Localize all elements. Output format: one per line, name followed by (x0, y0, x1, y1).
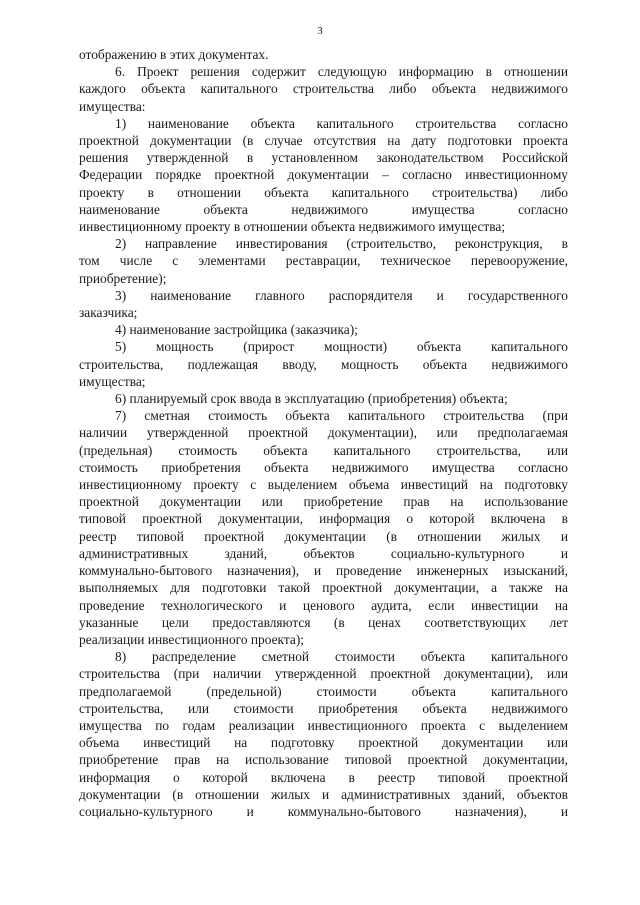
text-line: 8) распределение сметной стоимости объекта капитального (115, 649, 568, 665)
text-line: инвестиционному проекту с выделением объема инвестиций на подготовку (79, 477, 568, 493)
text-line: имущества по годам реализации инвестиционного проекта с выделением (79, 717, 568, 733)
text-line: предполагаемой (предельной) стоимости объекта капитального (79, 683, 568, 699)
text-line: реализации инвестиционного проекта); (79, 631, 304, 647)
text-line: проекту в отношении объекта капитального строительства) либо (79, 184, 568, 200)
text-line: 2) направление инвестирования (строительство, реконструкция, в (115, 236, 568, 252)
text-line: социально-культурного и коммунально-бытового назначения), и (79, 803, 568, 819)
text-line: приобретение прав на использование типовой проектной документации, (79, 752, 568, 768)
text-line: (предельная) стоимость объекта капитального строительства, или (79, 442, 568, 458)
text-line: 1) наименование объекта капитального строительства согласно (115, 115, 568, 131)
text-line: наименование объекта недвижимого имущества согласно (79, 201, 568, 217)
body-text (79, 46, 568, 820)
page-number: 3 (317, 25, 323, 37)
text-line: решения утвержденной в установленном законодательством Российской (79, 150, 568, 166)
text-line: наличии утвержденной проектной документации), или предполагаемая (79, 425, 568, 441)
text-line: типовой проектной документации, информация о которой включена в (79, 511, 568, 527)
text-line: Федерации порядке проектной документации – согласно инвестиционному (79, 167, 568, 183)
text-line: приобретение); (79, 270, 167, 286)
text-line: имущества; (79, 373, 146, 389)
text-line: 4) наименование застройщика (заказчика); (115, 322, 358, 338)
text-line: объема инвестиций на подготовку проектной документации или (79, 735, 568, 751)
text-line: инвестиционному проекту в отношении объекта недвижимого имущества; (79, 219, 506, 235)
text-line: 7) сметная стоимость объекта капитального строительства (при (115, 408, 568, 424)
text-line: 5) мощность (прирост мощности) объекта капитального (115, 339, 568, 355)
text-line: административных зданий, объектов социально-культурного и (79, 545, 568, 561)
text-line: строительства, или стоимости приобретения объекта недвижимого (79, 700, 568, 716)
text-line: 6. Проект решения содержит следующую информацию в отношении (115, 64, 568, 80)
text-line: имущества: (79, 98, 146, 114)
text-line: строительства, подлежащая вводу, мощность объекта недвижимого (79, 356, 568, 372)
text-line: строительства (при наличии утвержденной проектной документации), или (79, 666, 568, 682)
text-line: 6) планируемый срок ввода в эксплуатацию (приобретения) объекта; (115, 391, 508, 407)
text-line: коммунально-бытового назначения), и проведение инженерных изысканий, (79, 563, 568, 579)
text-line: информация о которой включена в реестр типовой проектной (79, 769, 568, 785)
text-line: реестр типовой проектной документации (в отношении жилых и (79, 528, 568, 544)
text-line: проведение технологического и ценового аудита, если инвестиции на (79, 597, 568, 613)
text-line: выполняемых для подготовки такой проектной документации, а также на (79, 580, 568, 596)
text-line: заказчика; (79, 305, 138, 321)
text-line: том числе с элементами реставрации, техническое перевооружение, (79, 253, 568, 269)
text-line: проектной документации или приобретение прав на использование (79, 494, 568, 510)
text-line: стоимость приобретения объекта недвижимого имущества согласно (79, 459, 568, 475)
text-line: 3) наименование главного распорядителя и государственного (115, 287, 568, 303)
text-line: каждого объекта капитального строительства либо объекта недвижимого (79, 81, 568, 97)
text-line: проектной документации (в случае отсутствия на дату подготовки проекта (79, 133, 568, 149)
text-line: указанные цели предоставляются (в ценах соответствующих лет (79, 614, 568, 630)
text-line: отображению в этих документах. (79, 47, 269, 62)
text-line: документации (в отношении жилых и административных зданий, объектов (79, 786, 568, 802)
